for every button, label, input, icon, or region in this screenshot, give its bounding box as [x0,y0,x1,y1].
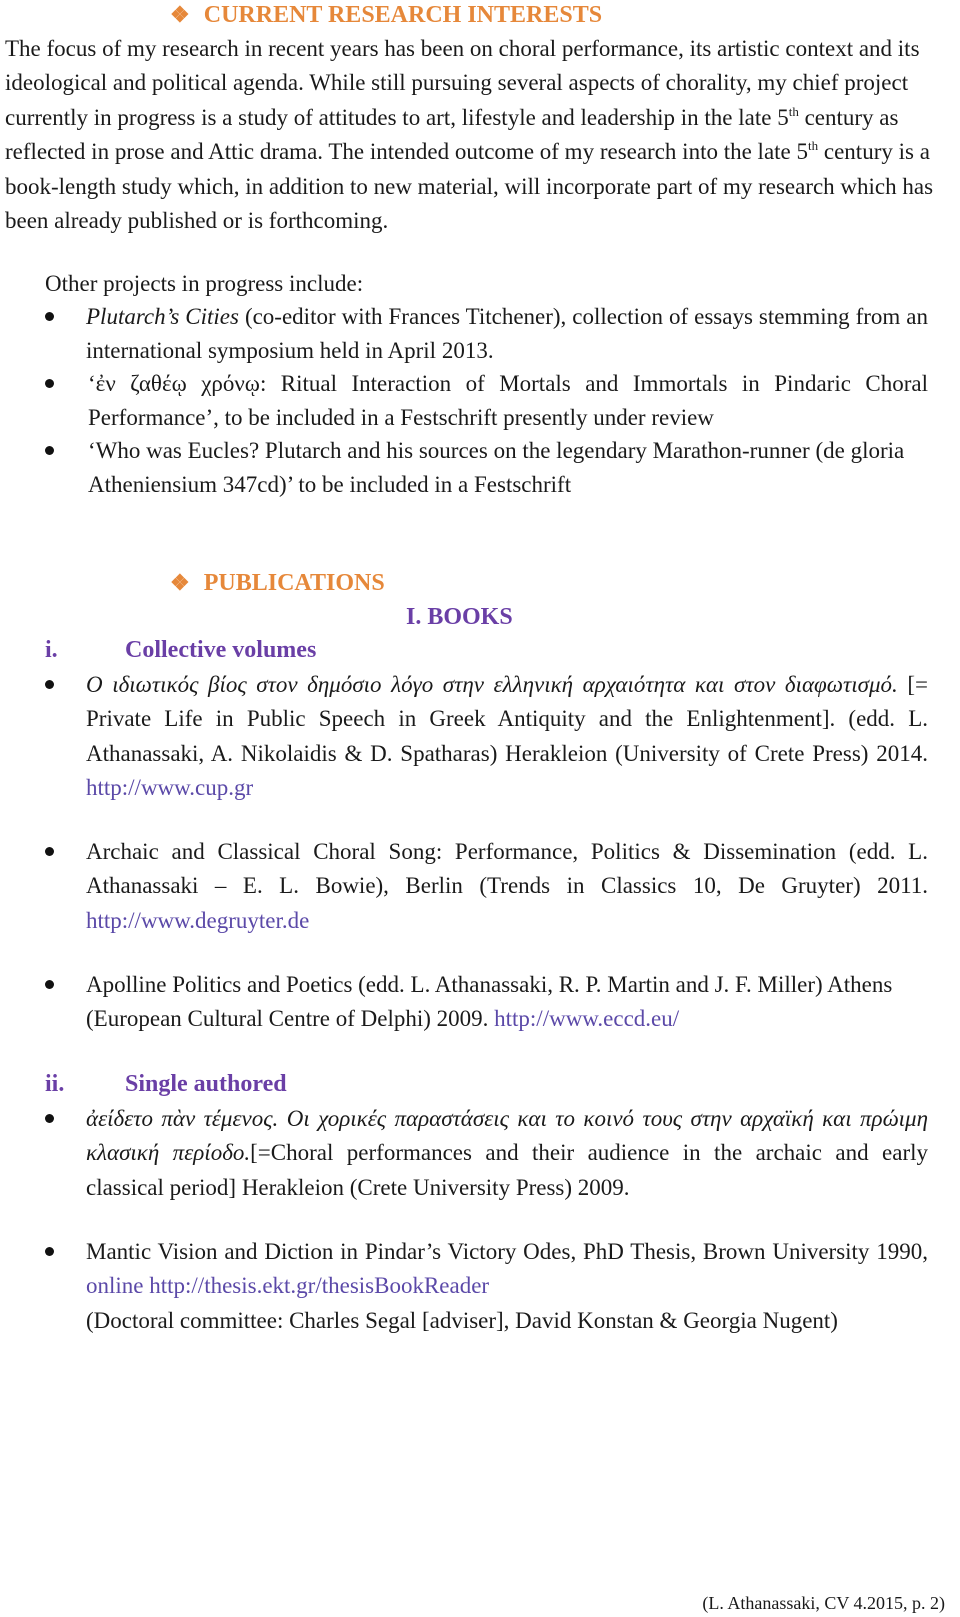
single-authored-heading [45,1069,287,1099]
subsection-number: ii. [45,1071,65,1097]
publication-italic-title: Ο ιδιωτικός βίος στον δημόσιο λόγο στην ελληνική αρχαιότητα και στον διαφωτισμό. [86,672,898,697]
subsection-title: Collective volumes [125,637,317,663]
bullet-icon [45,1247,54,1256]
bullet-icon [45,1114,54,1123]
research-text-part-2: century as reflected in prose and Attic drama. The intended outcome of my research into the late 5 [5,104,899,165]
project-description: (co-editor with Frances Titchener), collection of essays stemming from an international symposium held in April 2013. [86,304,928,364]
research-heading [170,0,602,30]
page-footer: (L. Athanassaki, CV 4.2015, p. 2) [702,1593,945,1613]
other-projects-intro: Other projects in progress include: [45,271,364,296]
publication-description: [=Choral performances and their audience in the archaic and early classical period] Herakleion (Crete University Press) 2009. [86,1140,928,1200]
publication-link[interactable]: http://www.cup.gr [86,775,254,801]
publication-italic-title: ἀείδετο πὰν τέμενος. Οι χορικές παραστάσεις και το κοινό τους στην αρχαϊκή και πρώιμη κλασική περίοδο. [86,1106,928,1166]
bullet-icon [45,680,54,689]
bullet-icon [45,980,54,989]
research-paragraph [5,32,935,238]
publications-heading [170,568,385,598]
collective-volumes-heading [45,635,316,665]
diamond-bullet-icon: ❖ [170,2,190,27]
superscript-th: th [808,138,819,154]
project-text: ‘Who was Eucles? Plutarch and his sources on the legendary Marathon-runner (de gloria Atheniensium 347cd)’ to be included in a Festschrift [88,438,905,498]
publication-link[interactable]: online http://thesis.ekt.gr/thesisBookReader [86,1273,490,1299]
bullet-icon [45,847,54,856]
diamond-bullet-icon: ❖ [170,570,190,595]
publication-description: Mantic Vision and Diction in Pindar’s Victory Odes, PhD Thesis, Brown University 1990, [86,1239,928,1264]
publication-link[interactable]: http://www.degruyter.de [86,907,310,933]
publication-text [86,1102,928,1205]
subsection-title: Single authored [125,1071,287,1097]
publication-text [86,668,928,806]
publication-link[interactable]: http://www.eccd.eu/ [494,1006,680,1032]
publication-description: [= Private Life in Public Speech in Greek Antiquity and the Enlightenment]. (edd. L. Athanassaki, A. Nikolaidis & D. Spatharas) Herakleion (University of Crete Press) 2014. [86,672,928,766]
books-heading: I. BOOKS [406,604,513,630]
project-text: ‘ἐν ζαθέῳ χρόνῳ: Ritual Interaction of Mortals and Immortals in Pindaric Choral Performance’, to be included in a Festschrift presently under review [88,371,928,431]
project-text [86,300,928,369]
publication-description: Archaic and Classical Choral Song: Performance, Politics & Dissemination (edd. L. Athanassaki – E. L. Bowie), Berlin (Trends in Classics 10, De Gruyter) 2011. [86,839,928,899]
superscript-th: th [788,103,799,119]
research-text-part-1: The focus of my research in recent years has been on choral performance, its artistic context and its ideological and political agenda. While still pursuing several aspects of chorality, my chief project currently in progress is a study of attitudes to art, lifestyle and leadership in the late 5 [5,36,920,130]
publication-text [86,1235,928,1338]
bullet-icon [45,312,54,321]
bullet-icon [45,446,54,455]
publication-note: (Doctoral committee: Charles Segal [adviser], David Konstan & Georgia Nugent) [86,1307,838,1333]
publications-heading-text: PUBLICATIONS [203,570,385,596]
publication-description: Apolline Politics and Poetics (edd. L. Athanassaki, R. P. Martin and J. F. Miller) Athens (European Cultural Centre of Delphi) 2009. [86,972,893,1032]
research-heading-text: CURRENT RESEARCH INTERESTS [203,2,603,28]
bullet-icon [45,379,54,388]
research-text-part-3: century is a book-length study which, in addition to new material, will incorporate part of my research which has been already published or is forthcoming. [5,139,934,234]
subsection-number: i. [45,637,58,663]
publication-text [86,835,928,938]
publication-text [86,968,928,1037]
project-italic-title: Plutarch’s Cities [86,304,239,329]
